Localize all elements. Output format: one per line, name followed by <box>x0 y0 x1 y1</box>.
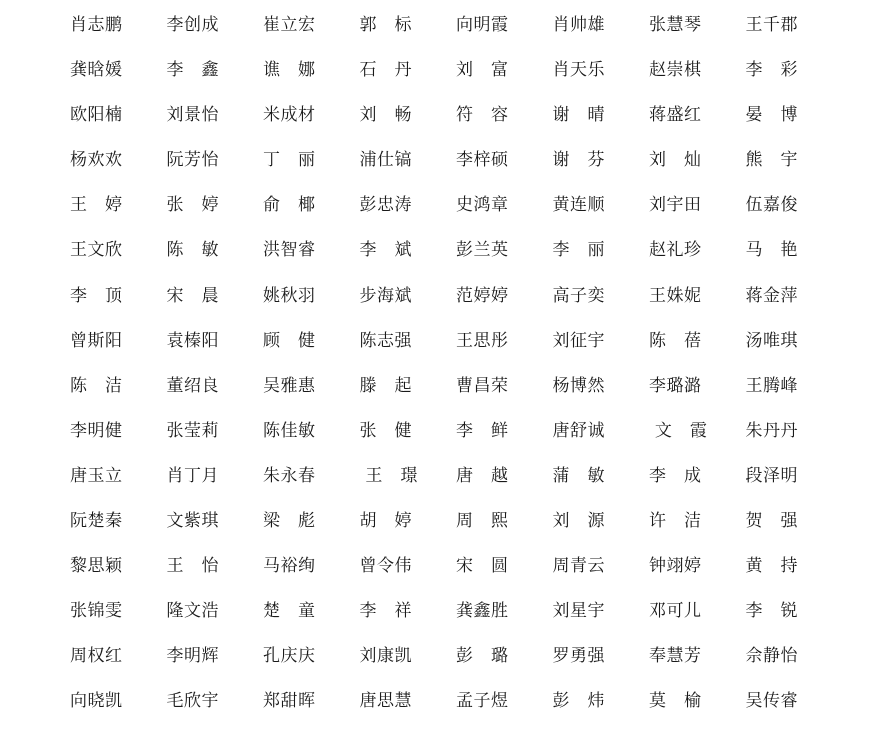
student-name: 许 洁 <box>649 511 702 532</box>
student-name: 张 婷 <box>166 195 219 216</box>
student-name: 朱丹丹 <box>745 420 798 441</box>
student-name: 王姝妮 <box>649 285 702 306</box>
student-name: 李 顶 <box>70 285 123 306</box>
student-name: 董绍良 <box>166 375 219 396</box>
student-name: 蒲 敏 <box>552 465 605 486</box>
student-name: 肖天乐 <box>552 60 605 81</box>
student-name: 李创成 <box>166 15 219 35</box>
student-name: 曾斯阳 <box>70 330 123 351</box>
student-name: 周青云 <box>552 556 605 577</box>
student-name: 刘 源 <box>552 511 605 532</box>
student-name: 刘宇田 <box>649 195 702 216</box>
student-name: 张慧琴 <box>649 15 702 35</box>
student-name: 晏 博 <box>745 105 798 126</box>
student-name: 史鸿章 <box>456 195 509 216</box>
student-name: 陈志强 <box>359 330 412 351</box>
student-name: 吴传睿 <box>745 691 798 712</box>
student-name: 王千郡 <box>745 15 798 35</box>
student-name: 邓可儿 <box>649 601 702 622</box>
student-name: 李璐潞 <box>649 375 702 396</box>
student-name: 吴雅惠 <box>263 375 316 396</box>
student-name: 欧阳楠 <box>70 105 123 126</box>
student-name: 唐思慧 <box>359 691 412 712</box>
student-name: 谢 芬 <box>552 150 605 171</box>
student-name: 黄 持 <box>745 556 798 577</box>
student-name: 孟子煜 <box>456 691 509 712</box>
student-name: 丁 丽 <box>263 150 316 171</box>
student-name: 宋 圆 <box>456 556 509 577</box>
student-name: 王 婷 <box>70 195 123 216</box>
student-name: 姚秋羽 <box>263 285 316 306</box>
student-name: 王 怡 <box>166 556 219 577</box>
student-name: 李 鑫 <box>166 60 219 81</box>
student-name: 李 彩 <box>745 60 798 81</box>
student-name: 隆文浩 <box>166 601 219 622</box>
student-name: 梁 彪 <box>263 511 316 532</box>
name-roster-grid <box>70 3 842 725</box>
student-name: 蒋金萍 <box>745 285 798 306</box>
student-name: 李 锐 <box>745 601 798 622</box>
student-name: 阮楚秦 <box>70 511 123 532</box>
student-name: 段泽明 <box>745 465 798 486</box>
student-name: 楚 童 <box>263 601 316 622</box>
student-name: 李 成 <box>649 465 702 486</box>
student-name: 肖志鹏 <box>70 15 123 35</box>
student-name: 彭 炜 <box>552 691 605 712</box>
student-name: 龚鑫胜 <box>456 601 509 622</box>
student-name: 汤唯琪 <box>745 330 798 351</box>
student-name: 步海斌 <box>359 285 412 306</box>
student-name: 李 鲜 <box>456 420 509 441</box>
student-name: 文 霞 <box>649 420 708 441</box>
student-name: 赵崇棋 <box>649 60 702 81</box>
student-name: 李 丽 <box>552 240 605 261</box>
student-name: 曹昌荣 <box>456 375 509 396</box>
student-name: 石 丹 <box>359 60 412 81</box>
student-name: 浦仕镐 <box>359 150 412 171</box>
student-name: 唐玉立 <box>70 465 123 486</box>
student-name: 刘 灿 <box>649 150 702 171</box>
student-name: 刘征宇 <box>552 330 605 351</box>
student-name: 袁榛阳 <box>166 330 219 351</box>
student-name: 杨博然 <box>552 375 605 396</box>
student-name: 王腾峰 <box>745 375 798 396</box>
student-name: 奉慧芳 <box>649 646 702 667</box>
student-name: 符 容 <box>456 105 509 126</box>
student-name: 滕 起 <box>359 375 412 396</box>
student-name: 谯 娜 <box>263 60 316 81</box>
student-name: 范婷婷 <box>456 285 509 306</box>
student-name: 陈佳敏 <box>263 420 316 441</box>
student-name: 蒋盛红 <box>649 105 702 126</box>
student-name: 朱永春 <box>263 465 316 486</box>
student-name: 张莹莉 <box>166 420 219 441</box>
student-name: 马 艳 <box>745 240 798 261</box>
student-name: 刘星宇 <box>552 601 605 622</box>
student-name: 胡 婷 <box>359 511 412 532</box>
student-name: 龚晗媛 <box>70 60 123 81</box>
student-name: 毛欣宇 <box>166 691 219 712</box>
student-name: 刘 畅 <box>359 105 412 126</box>
student-name: 郭 标 <box>359 15 412 35</box>
student-name: 李明健 <box>70 420 123 441</box>
student-name: 熊 宇 <box>745 150 798 171</box>
student-name: 向明霞 <box>456 15 509 35</box>
student-name: 王文欣 <box>70 240 123 261</box>
student-name: 刘康凯 <box>359 646 412 667</box>
student-name: 周权红 <box>70 646 123 667</box>
student-name: 佘静怡 <box>745 646 798 667</box>
student-name: 张锦雯 <box>70 601 123 622</box>
student-name: 张 健 <box>359 420 412 441</box>
student-name: 陈 蓓 <box>649 330 702 351</box>
student-name: 唐舒诚 <box>552 420 605 441</box>
student-name: 洪智睿 <box>263 240 316 261</box>
student-name: 李明辉 <box>166 646 219 667</box>
student-name: 彭兰英 <box>456 240 509 261</box>
student-name: 彭 璐 <box>456 646 509 667</box>
student-name: 赵礼珍 <box>649 240 702 261</box>
student-name: 唐 越 <box>456 465 509 486</box>
student-name: 周 熙 <box>456 511 509 532</box>
student-name: 罗勇强 <box>552 646 605 667</box>
student-name: 谢 晴 <box>552 105 605 126</box>
student-name: 宋 晨 <box>166 285 219 306</box>
student-name: 郑甜晖 <box>263 691 316 712</box>
student-name: 向晓凯 <box>70 691 123 712</box>
student-name: 曾令伟 <box>359 556 412 577</box>
student-name: 刘 富 <box>456 60 509 81</box>
student-name: 高子奕 <box>552 285 605 306</box>
student-name: 王 璟 <box>359 465 418 486</box>
student-name: 陈 敏 <box>166 240 219 261</box>
student-name: 王思彤 <box>456 330 509 351</box>
student-name: 肖丁月 <box>166 465 219 486</box>
student-name: 顾 健 <box>263 330 316 351</box>
student-name: 米成材 <box>263 105 316 126</box>
student-name: 黄连顺 <box>552 195 605 216</box>
student-name: 李 斌 <box>359 240 412 261</box>
student-name: 钟翊婷 <box>649 556 702 577</box>
student-name: 崔立宏 <box>263 15 316 35</box>
student-name: 杨欢欢 <box>70 150 123 171</box>
student-name: 阮芳怡 <box>166 150 219 171</box>
student-name: 刘景怡 <box>166 105 219 126</box>
student-name: 黎思颖 <box>70 556 123 577</box>
student-name: 陈 洁 <box>70 375 123 396</box>
student-name: 俞 椰 <box>263 195 316 216</box>
student-name: 贺 强 <box>745 511 798 532</box>
student-name: 肖帅雄 <box>552 15 605 35</box>
student-name: 李 祥 <box>359 601 412 622</box>
student-name: 伍嘉俊 <box>745 195 798 216</box>
student-name: 马裕绚 <box>263 556 316 577</box>
student-name: 莫 榆 <box>649 691 702 712</box>
student-name: 李梓硕 <box>456 150 509 171</box>
student-name: 彭忠涛 <box>359 195 412 216</box>
student-name: 孔庆庆 <box>263 646 316 667</box>
student-name: 文紫琪 <box>166 511 219 532</box>
